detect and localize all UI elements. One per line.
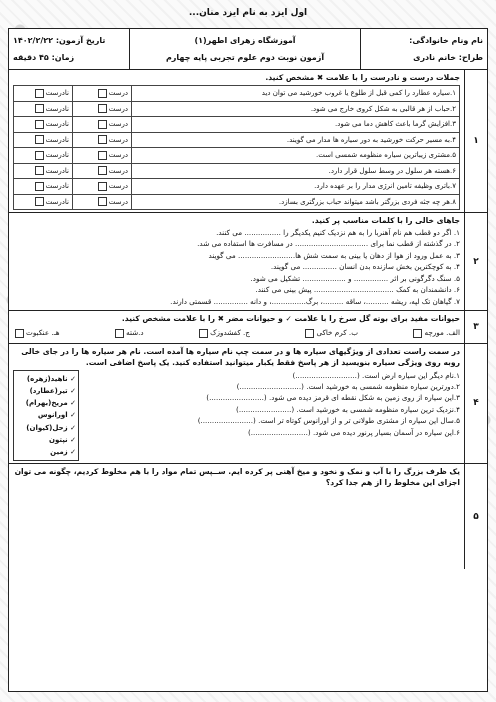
- false-option[interactable]: [14, 101, 73, 117]
- true-checkbox[interactable]: [98, 135, 107, 144]
- question-3: [9, 311, 487, 343]
- true-label: درست: [108, 89, 128, 98]
- q4-number: ۴: [464, 344, 487, 464]
- false-label: نادرست: [45, 104, 69, 113]
- true-option[interactable]: [73, 117, 132, 133]
- exam-sheet: [8, 28, 488, 692]
- q2-title: جاهای خالی را با کلمات مناسب پر کنید.: [311, 216, 460, 225]
- animal-label: ب. کرم خاکی: [316, 328, 358, 338]
- true-false-table: [13, 85, 460, 210]
- true-checkbox[interactable]: [98, 89, 107, 98]
- tf-row: [14, 163, 460, 179]
- true-option[interactable]: [73, 163, 132, 179]
- animal-option[interactable]: [13, 328, 60, 338]
- true-checkbox[interactable]: [98, 120, 107, 129]
- true-option[interactable]: [73, 86, 132, 102]
- false-option[interactable]: [14, 148, 73, 164]
- false-label: نادرست: [45, 89, 69, 98]
- tf-statement: ۴.به مسیر حرکت خورشید به دور سیاره ها مدار می گویند.: [132, 132, 460, 148]
- planet-label: اورانوس: [37, 411, 68, 420]
- question-1: [9, 70, 487, 213]
- animal-option[interactable]: [197, 328, 250, 338]
- animal-label: ج. کفشدوزک: [210, 328, 250, 338]
- false-checkbox[interactable]: [35, 151, 44, 160]
- planet-name: [16, 409, 76, 421]
- name-label: نام ونام خانوادگی:: [409, 36, 483, 45]
- false-option[interactable]: [14, 194, 73, 210]
- planet-clue: ۱.نام دیگر این سیاره ارض است. (...........................): [292, 370, 460, 380]
- question-4: [9, 344, 487, 465]
- planet-name: [16, 397, 76, 409]
- check-icon: ✓: [67, 411, 76, 420]
- animal-label: الف. مورچه: [424, 328, 460, 338]
- q3-title: حیوانات مفید برای بوته گل سرخ را با علامت ✓ و حیوانات مضر ✖ را با علامت مشخص کنید.: [121, 314, 460, 324]
- fill-blank-item: ۵. سنگ دگرگونی بر اثر ............... و ................... تشکیل می شود.: [250, 273, 460, 283]
- exam-title: آزمون نوبت دوم علوم تجربی پایه چهارم: [165, 53, 325, 62]
- school-name: آموزشگاه زهرای اطهر(۱): [194, 36, 296, 45]
- exam-date: تاریخ آزمون: ۱۴۰۲/۲/۲۲: [13, 36, 106, 45]
- planet-name: [16, 422, 76, 434]
- animal-checkbox[interactable]: [413, 329, 422, 338]
- false-option[interactable]: [14, 163, 73, 179]
- fill-blank-item: ۲. در گذشته از قطب نما برای ................................ در مسافرت ها استفاده می شد.: [197, 239, 460, 249]
- planet-label: ناهید(زهره): [26, 374, 68, 383]
- exam-header: [9, 29, 487, 70]
- designer: طراح: خانم نادری: [413, 53, 483, 62]
- true-option[interactable]: [73, 132, 132, 148]
- false-checkbox[interactable]: [35, 197, 44, 206]
- false-label: نادرست: [45, 166, 69, 175]
- tf-row: [14, 101, 460, 117]
- planet-name: [16, 446, 76, 458]
- tf-row: [14, 86, 460, 102]
- true-checkbox[interactable]: [98, 197, 107, 206]
- true-option[interactable]: [73, 194, 132, 210]
- false-checkbox[interactable]: [35, 166, 44, 175]
- true-label: درست: [108, 182, 128, 191]
- false-label: نادرست: [45, 135, 69, 144]
- false-option[interactable]: [14, 117, 73, 133]
- tf-row: [14, 132, 460, 148]
- animal-checkbox[interactable]: [199, 329, 208, 338]
- planet-clue: ۳.این سیاره از روی زمین به شکل نقطه ای قرمز دیده می شود. (........................): [206, 393, 460, 403]
- true-checkbox[interactable]: [98, 182, 107, 191]
- tf-statement: ۲.حباب از هر قالبی به شکل کروی خارج می شود.: [132, 101, 460, 117]
- planet-label: زمین: [50, 448, 68, 456]
- animal-options: [13, 326, 460, 340]
- false-option[interactable]: [14, 132, 73, 148]
- false-checkbox[interactable]: [35, 182, 44, 191]
- fill-blank-item: ۴. به کوچکترین بخش سازنده بدن انسان ............... می گویند.: [270, 262, 460, 272]
- header-line: اول ایزد به نام ایزد منان...: [188, 8, 308, 18]
- check-icon: ✓: [67, 374, 76, 383]
- planet-name: [16, 434, 76, 446]
- tf-statement: ۷.باتری وظیفه تامین انرژی مدار را بر عهده دارد.: [132, 179, 460, 195]
- true-option[interactable]: [73, 101, 132, 117]
- q5-number: ۵: [464, 464, 487, 569]
- tf-statement: ۶.هسته هر سلول در وسط سلول قرار دارد.: [132, 163, 460, 179]
- animal-label: د.شته: [126, 328, 144, 338]
- true-label: درست: [108, 120, 128, 129]
- false-label: نادرست: [45, 151, 69, 160]
- fill-blank-item: ۷. گیاهان تک لپه، ریشه ..........، ساقه .........، برگ...............، و دانه ............... قسمتی دارند.: [170, 296, 460, 306]
- true-label: درست: [108, 151, 128, 160]
- planet-label: مریخ(بهرام): [25, 399, 68, 407]
- planet-label: نپتون: [48, 435, 68, 444]
- tf-statement: ۱.سیاره عطارد را کمی قبل از طلوع یا غروب خورشید می توان دید: [132, 86, 460, 102]
- tf-statement: ۳.افزایش گرما باعث کاهش دما می شود.: [132, 117, 460, 133]
- question-2: [9, 213, 487, 311]
- fill-blank-item: ۱. اگر دو قطب هم نام آهنربا را به هم نزدیک کنیم یکدیگر را ................ می کنند.: [216, 228, 460, 237]
- planet-clue: ۶.این سیاره در آسمان بسیار پرنور دیده می شود. (.........................): [247, 427, 460, 437]
- false-option[interactable]: [14, 86, 73, 102]
- animal-checkbox[interactable]: [305, 329, 314, 338]
- q4-title: در سمت راست تعدادی از ویژگیهای سیاره ها و در سمت چپ نام سیاره ها آمده است. نام هر سیاره ها را در جای خالی روبه روی ویژگی سیاره بنویسید از هر پاسخ فقط یکبار میتوانید استفاده کنید. یک پاسخ اضافی است.: [21, 346, 460, 367]
- fill-blank-item: ۶. دانشمندان به کمک ................................... پیش بینی می کنند.: [255, 285, 460, 295]
- true-label: درست: [108, 166, 128, 175]
- tf-row: [14, 117, 460, 133]
- false-checkbox[interactable]: [35, 89, 44, 98]
- planet-clues: [83, 370, 460, 462]
- false-option[interactable]: [14, 179, 73, 195]
- q2-number: ۲: [464, 213, 487, 310]
- planet-clue: ۲.دورترین سیاره منظومه شمسی به خورشید است. (...........................): [236, 381, 460, 391]
- true-label: درست: [108, 197, 128, 206]
- planet-label: تیر(عطارد): [29, 386, 68, 395]
- true-checkbox[interactable]: [98, 104, 107, 113]
- planet-name: [16, 385, 76, 397]
- tf-row: [14, 179, 460, 195]
- animal-label: هـ. عنکبوت: [26, 328, 60, 338]
- false-checkbox[interactable]: [35, 104, 44, 113]
- false-label: نادرست: [45, 197, 69, 206]
- q3-number: ۳: [464, 311, 487, 342]
- planet-names-box: [13, 370, 79, 462]
- true-checkbox[interactable]: [98, 151, 107, 160]
- false-checkbox[interactable]: [35, 120, 44, 129]
- true-option[interactable]: [73, 179, 132, 195]
- animal-option[interactable]: [303, 328, 358, 338]
- true-option[interactable]: [73, 148, 132, 164]
- tf-statement: ۵.مشتری زیباترین سیاره منظومه شمسی است.: [132, 148, 460, 164]
- false-label: نادرست: [45, 182, 69, 191]
- animal-checkbox[interactable]: [115, 329, 124, 338]
- tf-row: [14, 194, 460, 210]
- planet-name: [16, 373, 76, 385]
- true-label: درست: [108, 104, 128, 113]
- q1-number: ۱: [464, 70, 487, 212]
- planet-clue: ۵.سال این سیاره از مشتری طولانی تر و از اورانوس کوتاه تر است. (.......................): [197, 416, 460, 426]
- q5-text: یک ظرف بزرگ را با آب و نمک و نخود و میخ آهنی پر کرده ایم. ســپس تمام مواد را با هم مخلوط کردیم، چگونه می توان اجزای این مخلوط را از هم جدا کرد؟: [14, 467, 460, 488]
- check-icon: ✓: [67, 435, 76, 444]
- check-icon: ✓: [67, 448, 76, 456]
- duration: زمان: ۴۵ دقیقه: [13, 53, 75, 62]
- planet-clue: ۴.نزدیک ترین سیاره منظومه شمسی به خورشید است. (.......................): [236, 404, 460, 414]
- true-checkbox[interactable]: [98, 166, 107, 175]
- question-5: [9, 464, 487, 569]
- animal-option[interactable]: [411, 328, 460, 338]
- fill-blank-item: ۳. به عمل ورود از هوا از دهان یا بینی به سمت شش ها......................... می گویند: [208, 250, 460, 260]
- false-label: نادرست: [45, 120, 69, 129]
- check-icon: ✓: [67, 423, 76, 432]
- planet-label: زحل(کیوان): [26, 423, 68, 432]
- tf-row: [14, 148, 460, 164]
- check-icon: ✓: [67, 399, 76, 407]
- animal-checkbox[interactable]: [15, 329, 24, 338]
- check-icon: ✓: [67, 386, 76, 395]
- true-label: درست: [108, 135, 128, 144]
- tf-statement: ۸.هر چه جثه فردی بزرگتر باشد میتواند حباب بزرگتری بسازد.: [132, 194, 460, 210]
- q1-title: جملات درست و نادرست را با علامت ✖ مشخص کنید.: [265, 73, 460, 82]
- animal-option[interactable]: [113, 328, 144, 338]
- false-checkbox[interactable]: [35, 135, 44, 144]
